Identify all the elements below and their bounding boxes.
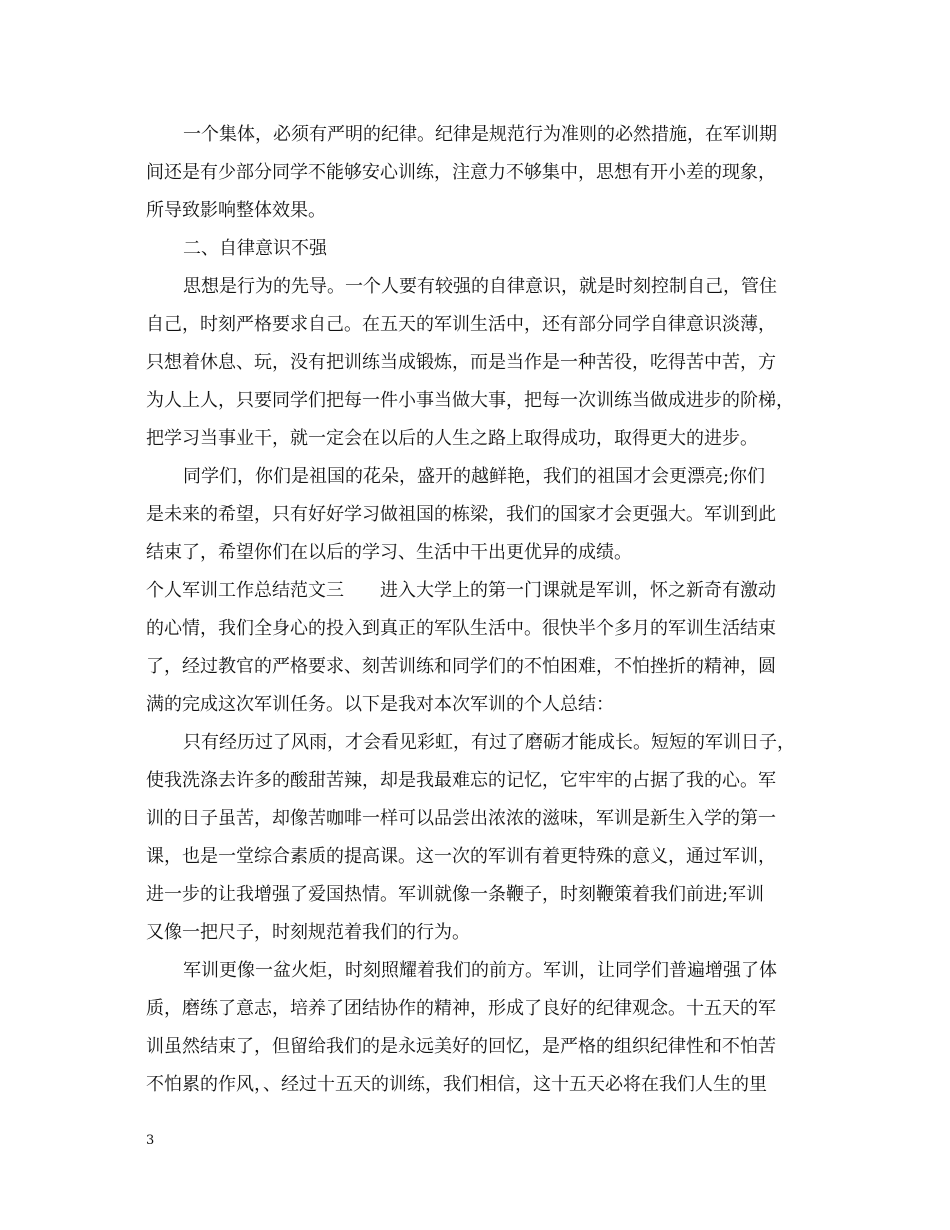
text-line: 满的完成这次军训任务。以下是我对本次军训的个人总结： <box>146 694 614 715</box>
text-line: 是未来的希望，只有好好学习做祖国的栋梁，我们的国家才会更强大。军训到此 <box>146 504 776 525</box>
text-line: 间还是有少部分同学不能够安心训练，注意力不够集中，思想有开小差的现象， <box>146 162 776 183</box>
text-line: 把学习当事业干，就一定会在以后的人生之路上取得成功，取得更大的进步。 <box>146 428 758 449</box>
text-line: 思想是行为的先导。一个人要有较强的自律意识，就是时刻控制自己，管住 <box>183 276 777 297</box>
text-line: 质，磨练了意志，培养了团结协作的精神，形成了良好的纪律观念。十五天的军 <box>146 998 776 1019</box>
text-line: 军训更像一盆火炬，时刻照耀着我们的前方。军训，让同学们普遍增强了体 <box>183 960 777 981</box>
text-line: 训虽然结束了，但留给我们的是永远美好的回忆，是严格的组织纪律性和不怕苦 <box>146 1036 776 1057</box>
text-line: 的心情，我们全身心的投入到真正的军队生活中。很快半个多月的军训生活结束 <box>146 618 776 639</box>
text-line: 课，也是一堂综合素质的提高课。这一次的军训有着更特殊的意义，通过军训， <box>146 846 776 867</box>
text-line: 一个集体，必须有严明的纪律。纪律是规范行为准则的必然措施，在军训期 <box>183 124 777 145</box>
document-body <box>146 116 808 1104</box>
text-line: 不怕累的作风，、经过十五天的训练，我们相信，这十五天必将在我们人生的里 <box>146 1074 767 1095</box>
text-line: 同学们，你们是祖国的花朵，盛开的越鲜艳，我们的祖国才会更漂亮;你们 <box>183 466 766 487</box>
text-line: 又像一把尺子，时刻规范着我们的行为。 <box>146 922 470 943</box>
text-line: 了，经过教官的严格要求、刻苦训练和同学们的不怕困难，不怕挫折的精神，圆 <box>146 656 776 677</box>
text-line: 进一步的让我增强了爱国热情。军训就像一条鞭子，时刻鞭策着我们前进;军训 <box>146 884 765 905</box>
text-line: 二、自律意识不强 <box>183 238 327 259</box>
text-line: 为人上人，只要同学们把每一件小事当做大事，把每一次训练当做成进步的阶梯， <box>146 390 794 411</box>
text-line: 训的日子虽苦，却像苦咖啡一样可以品尝出浓浓的滋味，军训是新生入学的第一 <box>146 808 776 829</box>
page-number: 3 <box>146 1133 155 1148</box>
text-line: 所导致影响整体效果。 <box>146 200 326 221</box>
text-line: 使我洗涤去许多的酸甜苦辣，却是我最难忘的记忆，它牢牢的占据了我的心。军 <box>146 770 776 791</box>
text-line: 结束了，希望你们在以后的学习、生活中干出更优异的成绩。 <box>146 542 632 563</box>
text-line: 自己，时刻严格要求自己。在五天的军训生活中，还有部分同学自律意识淡薄， <box>146 314 776 335</box>
text-line: 只有经历过了风雨，才会看见彩虹，有过了磨砺才能成长。短短的军训日子， <box>183 732 795 753</box>
text-line: 个人军训工作总结范文三 进入大学上的第一门课就是军训，怀之新奇有激动 <box>146 580 776 601</box>
text-line: 只想着休息、玩，没有把训练当成锻炼，而是当作是一种苦役，吃得苦中苦，方 <box>146 352 776 373</box>
